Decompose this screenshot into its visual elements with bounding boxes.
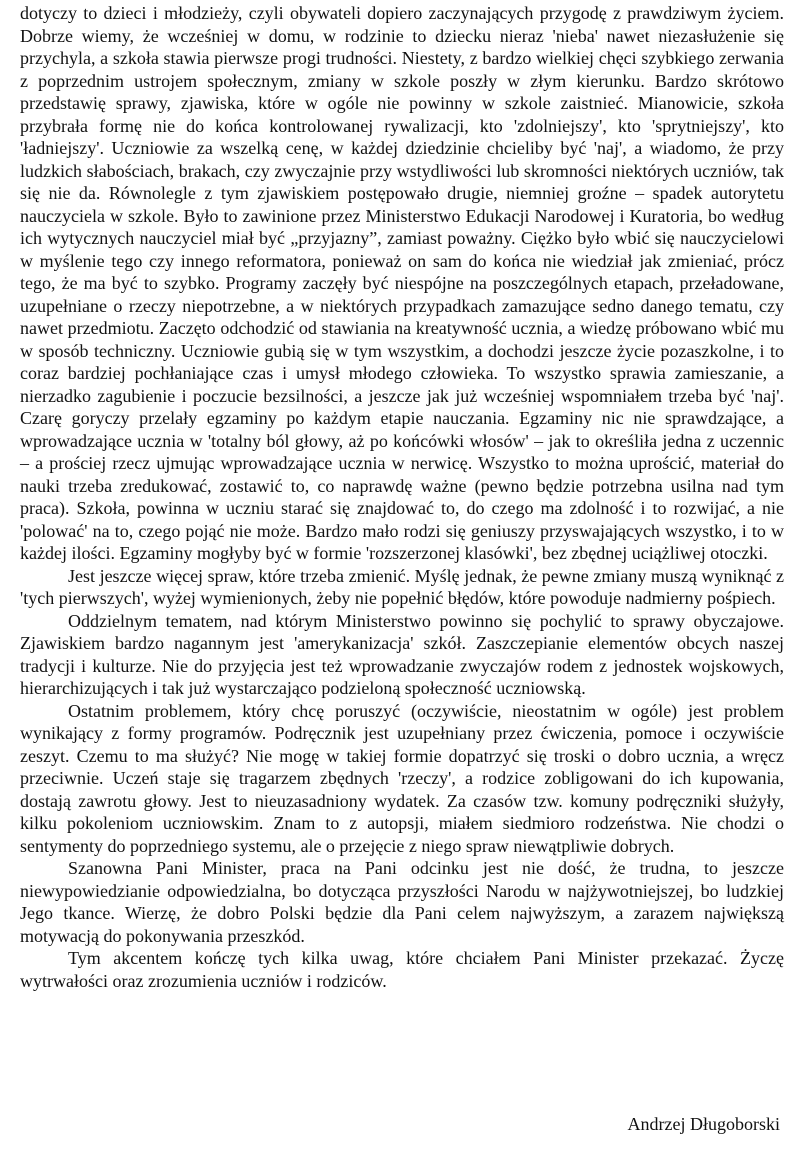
paragraph-5: Szanowna Pani Minister, praca na Pani odcinku jest nie dość, że trudna, to jeszcze niewypowiedzianie odpowiedzialna, bo dotycząca przyszłości Narodu w najżywotniejszej, bo ludzkiej Jego tkance. Wierzę, że dobro Polski będzie dla Pani celem najwyższym, a zarazem największą motywacją do pokonywania przeszkód.: [20, 858, 784, 946]
letter-body: [20, 2, 784, 992]
paragraph-6: Tym akcentem kończę tych kilka uwag, które chciałem Pani Minister przekazać. Życzę wytrwałości oraz zrozumienia uczniów i rodziców.: [20, 948, 784, 991]
paragraph-3: Oddzielnym tematem, nad którym Ministerstwo powinno się pochylić to sprawy obyczajowe. Zjawiskiem bardzo nagannym jest 'amerykanizacja' szkół. Zaszczepianie elementów obcych naszej tradycji i kulturze. Nie do przyjęcia jest też wprowadzanie zwyczajów rodem z jednostek wojskowych, hierarchizujących i tak już wystarczająco podzieloną społeczność uczniowską.: [20, 610, 784, 698]
paragraph-1: dotyczy to dzieci i młodzieży, czyli obywateli dopiero zaczynających przygodę z prawdziwym życiem. Dobrze wiemy, że wcześniej w domu, w rodzinie to dziecku nieraz 'nieba' nawet niezasłużenie się przychyla, a szkoła stawia pierwsze progi trudności. Niestety, z bardzo wielkiej chęci szybkiego zerwania z poprzednim ustrojem społecznym, zmiany w szkole poszły w złym kierunku. Bardzo skrótowo przedstawię sprawy, zjawiska, które w ogóle nie powinny w szkole zaistnieć. Mianowicie, szkoła przybrała formę nie do końca kontrolowanej rywalizacji, kto 'zdolniejszy', kto 'sprytniejszy', kto 'ładniejszy'. Uczniowie za wszelką cenę, w każdej dziedzinie chcieliby być 'naj', a wiadomo, że przy ludzkich słabościach, brakach, czy zwyczajnie przy wstydliwości lub skromności niektórych uczniów, tak się nie da. Równolegle z tym zjawiskiem postępowało drugie, niemniej groźne – spadek autorytetu nauczyciela w szkole. Było to zawinione przez Ministerstwo Edukacji Narodowej i Kuratoria, bo według ich wytycznych nauczyciel miał być „przyjazny”, zamiast poważny. Ciężko było wbić się nauczycielowi w myślenie tego czy innego reformatora, ponieważ on sam do końca nie wiedział jak zmieniać, prócz tego, że ma być to szybko. Programy zaczęły być niespójne na poszczególnych etapach, przeładowane, uzupełniane o rzeczy niepotrzebne, a w niektórych przypadkach zamazujące sedno danego tematu, czy nawet przedmiotu. Zaczęto odchodzić od stawiania na kreatywność ucznia, a wiedzę próbowano wbić mu w sposób techniczny. Uczniowie gubią się w tym wszystkim, a dochodzi jeszcze życie pozaszkolne, i to coraz bardziej pochłaniające czas i umysł młodego człowieka. To wszystko sprawia zamieszanie, a nierzadko zagubienie i poczucie bezsilności, a jeszcze jak już wcześniej wspomniałem trzeba być 'naj'. Czarę goryczy przelały egzaminy po każdym etapie nauczania. Egzaminy nic nie sprawdzające, a wprowadzające ucznia w 'totalny ból głowy, aż po końcówki włosów' – jak to określiła jedna z uczennic – a prościej rzecz ujmując wprowadzające ucznia w nerwicę. Wszystko to można uprościć, materiał do nauki trzeba zredukować, zostawić to, co naprawdę ważne (pewno będzie potrzebna usilna nad tym praca). Szkoła, powinna w uczniu starać się znajdować to, do czego ma zdolność i to rozwijać, a nie 'polować' na to, czego pojąć nie może. Bardzo mało rodzi się geniuszy przyswajających wszystko, i to w każdej ilości. Egzaminy mogłyby być w formie 'rozszerzonej klasówki', bez zbędnej uciążliwej otoczki.: [20, 3, 784, 563]
signature: Andrzej Długoborski: [627, 1114, 780, 1134]
paragraph-4: Ostatnim problemem, który chcę poruszyć (oczywiście, nieostatnim w ogóle) jest problem wynikający z formy programów. Podręcznik jest uzupełniany przez ćwiczenia, pomoce i oczywiście zeszyt. Czemu to ma służyć? Nie mogę w takiej formie dopatrzyć się troski o dobro ucznia, a wręcz przeciwnie. Uczeń staje się tragarzem zbędnych 'rzeczy', a rodzice zobligowani do ich kupowania, dostają zawrotu głowy. Jest to nieuzasadniony wydatek. Za czasów tzw. komuny podręczniki służyły, kilku pokoleniom uczniowskim. Znam to z autopsji, miałem siedmioro rodzeństwa. Nie chodzi o sentymenty do poprzedniego systemu, ale o przejęcie z niego spraw niewątpliwie dobrych.: [20, 700, 784, 856]
paragraph-2: Jest jeszcze więcej spraw, które trzeba zmienić. Myślę jednak, że pewne zmiany muszą wyniknąć z 'tych pierwszych', wyżej wymienionych, żeby nie popełnić błędów, które powoduje nadmierny pośpiech.: [20, 565, 784, 608]
